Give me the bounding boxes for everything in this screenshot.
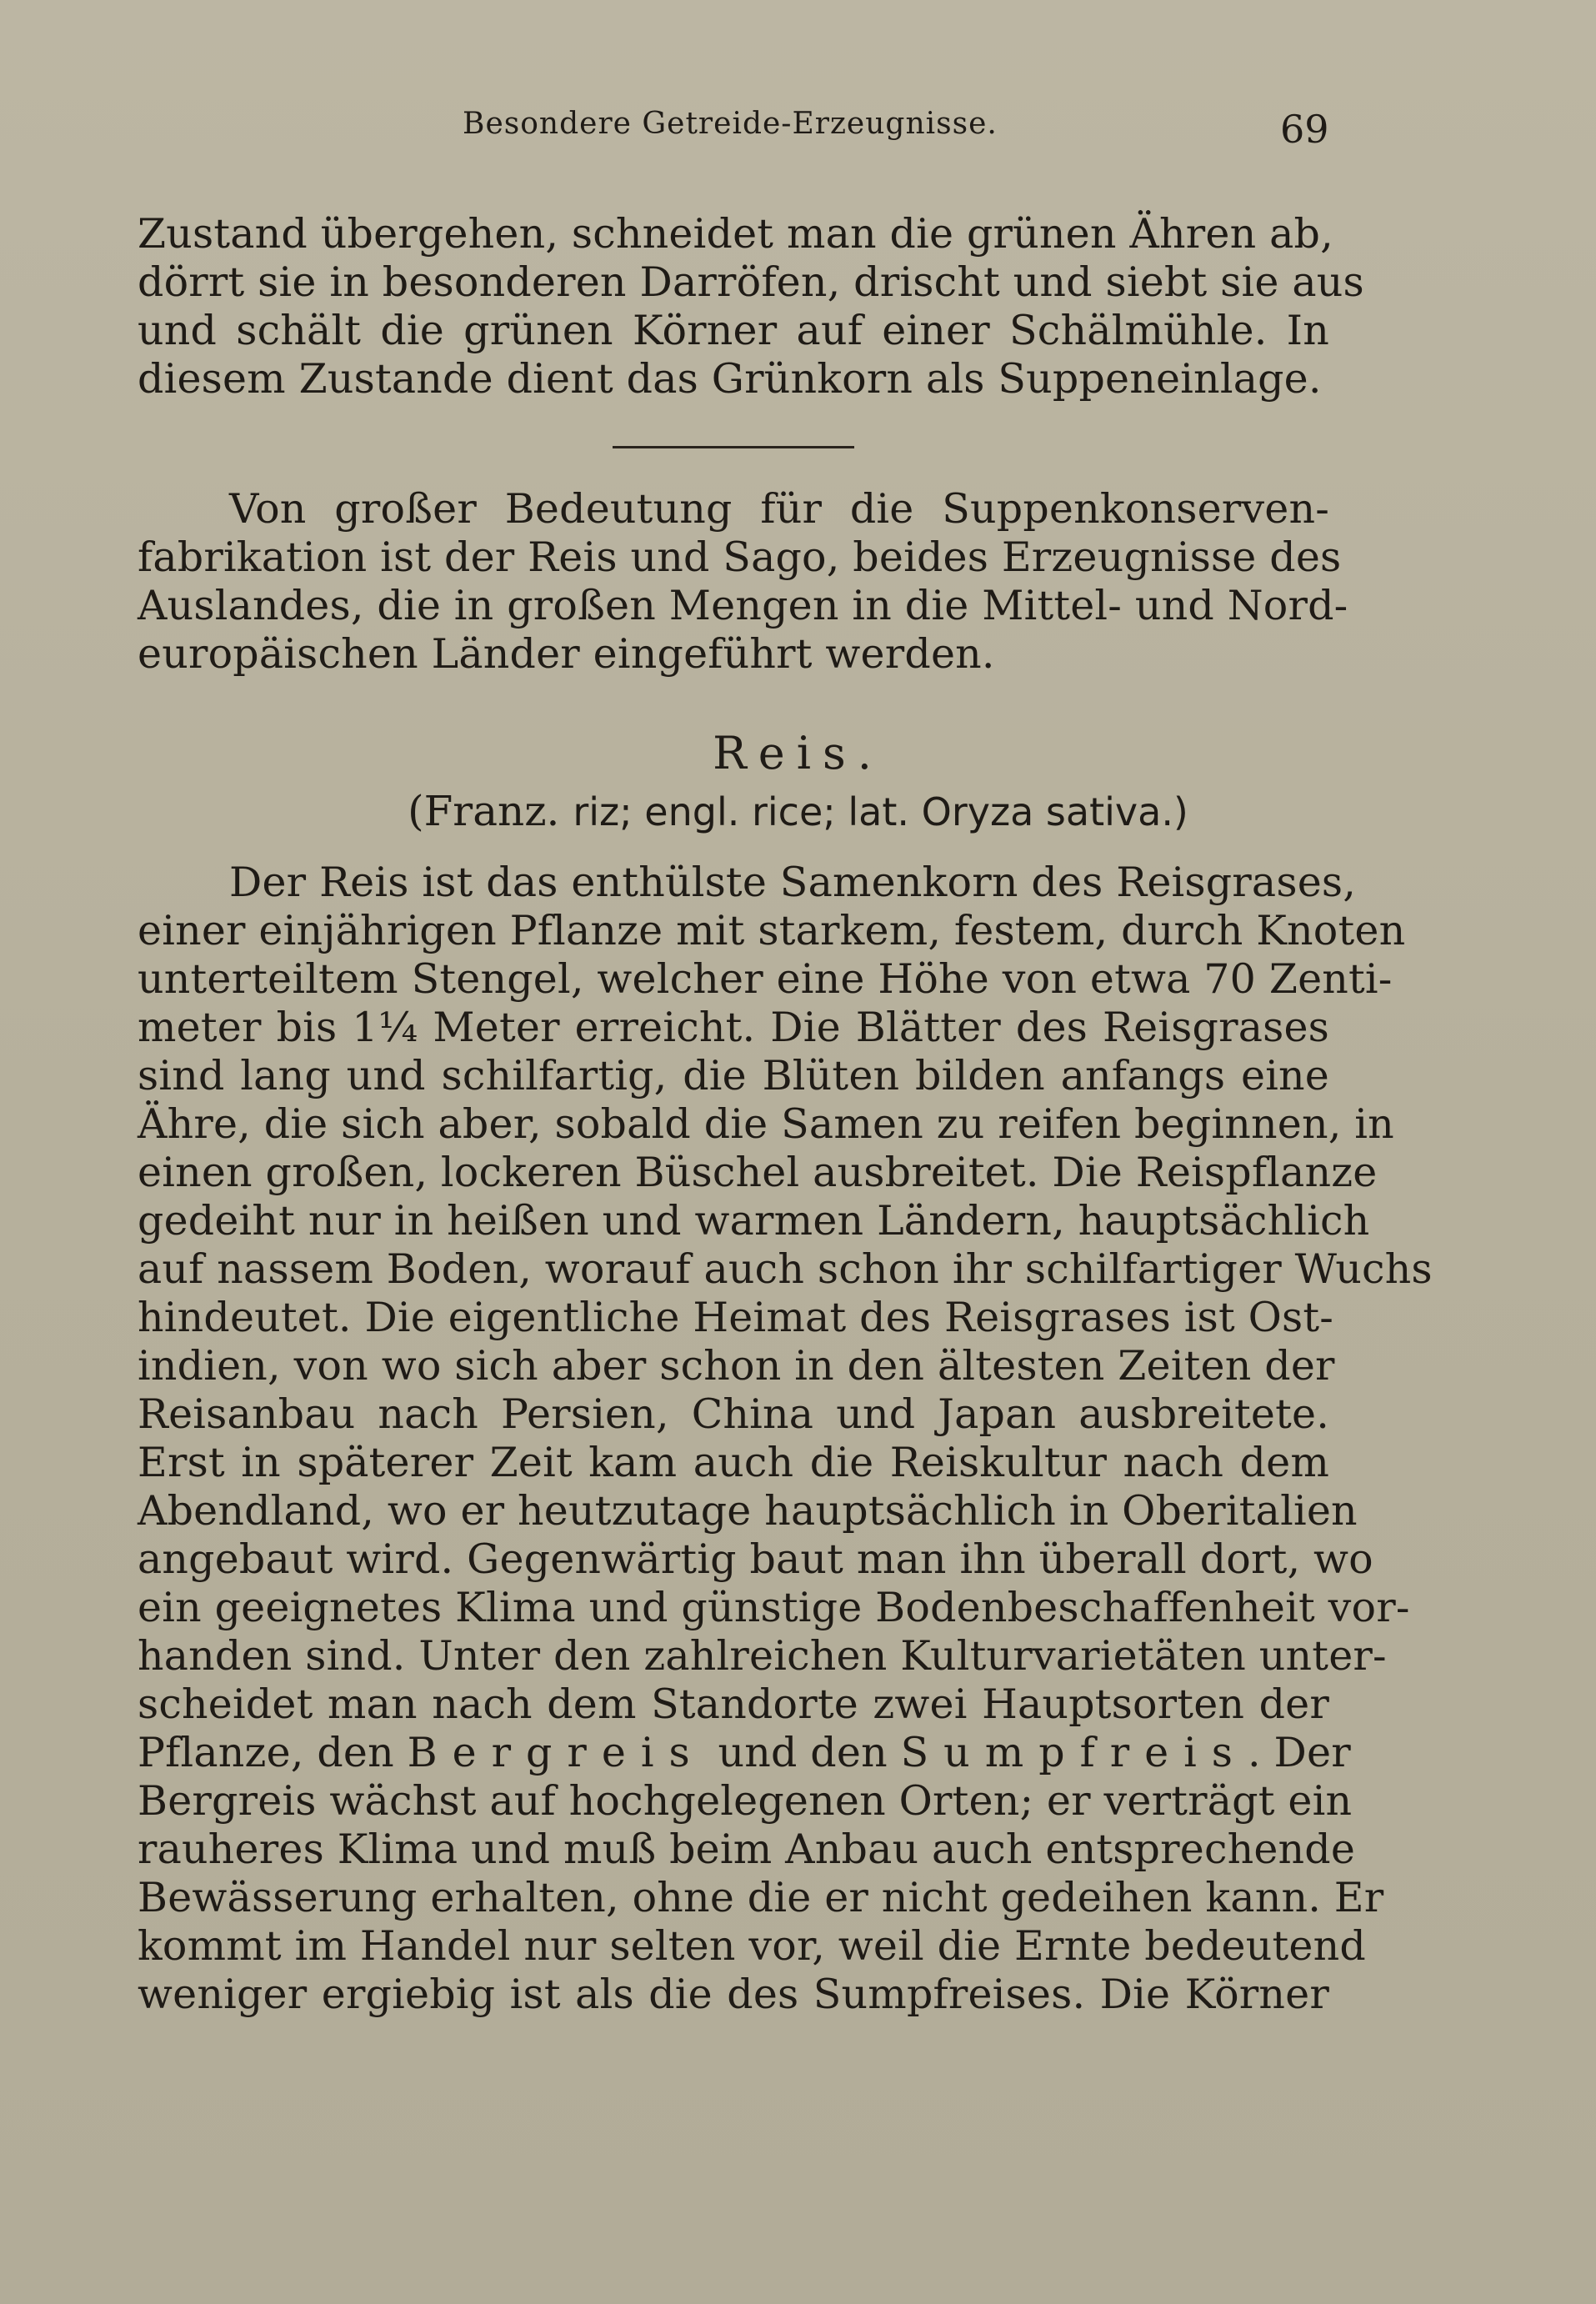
text-line: sind lang und schilfartig, die Blüten bilden anfangs eine [138, 1052, 1329, 1099]
text-line: Abendland, wo er heutzutage hauptsächlich in Oberitalien [138, 1487, 1358, 1535]
text-line: hindeutet. Die eigentliche Heimat des Reisgrases ist Ost- [138, 1294, 1334, 1341]
text-line: Auslandes, die in großen Mengen in die Mittel- und Nord- [138, 582, 1348, 629]
text-line: einen großen, lockeren Büschel ausbreitet. Die Reispflanze [138, 1149, 1378, 1196]
text-line: diesem Zustande dient das Grünkorn als Suppeneinlage. [138, 355, 1322, 403]
text-line: ein geeignetes Klima und günstige Bodenbeschaffenheit vor- [138, 1584, 1410, 1631]
page-number: 69 [1280, 107, 1329, 152]
text-line: Bewässerung erhalten, ohne die er nicht gedeihen kann. Er [138, 1874, 1384, 1921]
paragraph-3 [138, 859, 1433, 2019]
text-line: indien, von wo sich aber schon in den ältesten Zeiten der [138, 1342, 1335, 1390]
text-line: Ähre, die sich aber, sobald die Samen zu reifen beginnen, in [138, 1100, 1394, 1148]
paragraph-2 [138, 485, 1348, 679]
text-line: angebaut wird. Gegenwärtig baut man ihn überall dort, wo [138, 1535, 1373, 1583]
text-line: auf nassem Boden, worauf auch schon ihr schilfartiger Wuchs [138, 1245, 1433, 1293]
text-fragment: und den [704, 1729, 901, 1776]
text-line: weniger ergiebig ist als die des Sumpfreises. Die Körner [138, 1971, 1329, 2018]
text-line: Der Reis ist das enthülste Samenkorn des Reisgrases, [229, 859, 1357, 906]
text-line: scheidet man nach dem Standorte zwei Hauptsorten der [138, 1680, 1329, 1728]
subtitle-latin-names: riz; engl. rice; lat. Oryza sativa.) [573, 789, 1188, 834]
text-line: fabrikation ist der Reis und Sago, beides Erzeugnisse des [138, 533, 1342, 581]
text-line: meter bis 1¼ Meter erreicht. Die Blätter des Reisgrases [138, 1004, 1329, 1051]
section-title: Reis. [713, 727, 883, 779]
text-line: Von großer Bedeutung für die Suppenkonserven- [229, 485, 1329, 533]
text-line: europäischen Länder eingeführt werden. [138, 630, 995, 678]
text-line: dörrt sie in besonderen Darröfen, drischt und siebt sie aus [138, 258, 1364, 306]
text-line: und schält die grünen Körner auf einer Schälmühle. In [138, 307, 1329, 354]
section-subtitle [0, 787, 1596, 835]
text-line-spaced-terms [138, 1729, 1351, 1777]
text-line: rauheres Klima und muß beim Anbau auch entsprechende [138, 1826, 1356, 1873]
page-header [0, 107, 1596, 157]
spaced-term-sumpfreis: Sumpfreis [900, 1729, 1248, 1776]
text-line: Erst in späterer Zeit kam auch die Reiskultur nach dem [138, 1439, 1329, 1486]
section-divider-rule [613, 446, 854, 448]
running-head: Besondere Getreide-Erzeugnisse. [463, 107, 998, 141]
text-line: Bergreis wächst auf hochgelegenen Orten; er verträgt ein [138, 1777, 1353, 1825]
text-line: gedeiht nur in heißen und warmen Ländern, hauptsächlich [138, 1197, 1370, 1245]
text-fragment: . Der [1247, 1729, 1351, 1776]
text-line: handen sind. Unter den zahlreichen Kulturvarietäten unter- [138, 1632, 1387, 1680]
text-line: kommt im Handel nur selten vor, weil die Ernte bedeutend [138, 1922, 1366, 1970]
text-line: einer einjährigen Pflanze mit starkem, festem, durch Knoten [138, 907, 1406, 954]
subtitle-prefix: (Franz. [408, 787, 573, 835]
text-line: Reisanbau nach Persien, China und Japan ausbreitete. [138, 1390, 1329, 1438]
text-line: unterteiltem Stengel, welcher eine Höhe von etwa 70 Zenti- [138, 955, 1393, 1003]
paragraph-1 [138, 210, 1364, 403]
spaced-term-bergreis: Bergreis [407, 1729, 705, 1776]
text-line: Zustand übergehen, schneidet man die grünen Ähren ab, [138, 210, 1333, 258]
text-fragment: Pflanze, den [138, 1729, 408, 1776]
